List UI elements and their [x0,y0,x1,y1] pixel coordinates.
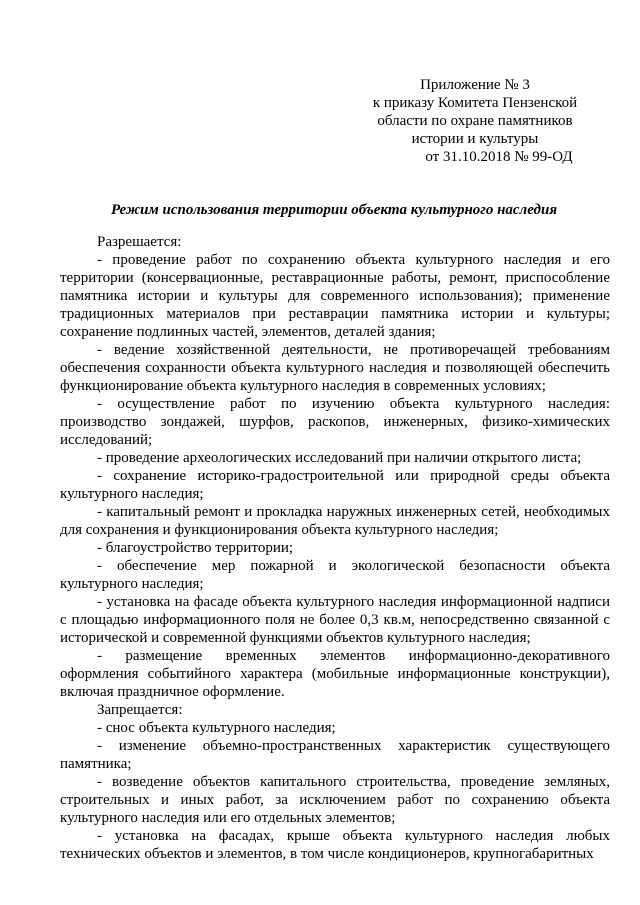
list-item: - установка на фасадах, крыше объекта культурного наследия любых технических объектов и элементов, в том числе кондиционеров, крупногабаритных [60,828,610,862]
appendix-number: Приложение № 3 [420,77,530,93]
appendix-committee-cont: истории и культуры [411,131,539,147]
list-item: - снос объекта культурного наследия; [97,720,336,736]
list-item: - размещение временных элементов информационно-декоративного оформления событийного характера (мобильные информационные конструкции), включая праздничное оформление. [60,648,610,700]
appendix-header [340,76,610,166]
list-item: - проведение работ по сохранению объекта культурного наследия и его территории (консервационные, реставрационные работы, ремонт, приспособление памятника истории и культуры для современного использования); применение традиционных материалов при реставрации памятника истории и культуры; сохранение подлинных частей, элементов, деталей здания; [60,252,610,340]
appendix-date: от 31.10.2018 № 99-ОД [425,149,573,165]
list-item: - осуществление работ по изучению объекта культурного наследия: производство зондажей, шурфов, раскопов, инженерных, физико-химических исследований; [60,396,610,448]
list-item: - сохранение историко-градостроительной или природной среды объекта культурного наследия; [60,468,610,502]
list-item: - обеспечение мер пожарной и экологической безопасности объекта культурного наследия; [60,558,610,592]
appendix-committee: области по охране памятников [377,113,573,129]
list-item: - ведение хозяйственной деятельности, не противоречащей требованиям обеспечения сохранности объекта культурного наследия и позволяющей обеспечить функционирование объекта культурного наследия в современных условиях; [60,342,610,394]
section-heading-allowed: Разрешается: [97,234,182,250]
list-item: - возведение объектов капитального строительства, проведение земляных, строительных и иных работ, за исключением работ по сохранению объекта культурного наследия или его отдельных элементов; [60,774,610,826]
list-item: - изменение объемно-пространственных характеристик существующего памятника; [60,738,610,772]
list-item: - установка на фасаде объекта культурного наследия информационной надписи с площадью информационного поля не более 0,3 кв.м, непосредственно связанной с исторической и современной функциями объектов культурного наследия; [60,594,610,646]
list-item: - капитальный ремонт и прокладка наружных инженерных сетей, необходимых для сохранения и функционирования объекта культурного наследия; [60,504,610,538]
appendix-order-ref: к приказу Комитета Пензенской [372,95,578,111]
section-heading-forbidden: Запрещается: [97,702,183,718]
document-title: Режим использования территории объекта культурного наследия [110,202,558,218]
document-body [60,233,610,863]
list-item: - проведение археологических исследований при наличии открытого листа; [97,450,582,466]
list-item: - благоустройство территории; [97,540,294,556]
